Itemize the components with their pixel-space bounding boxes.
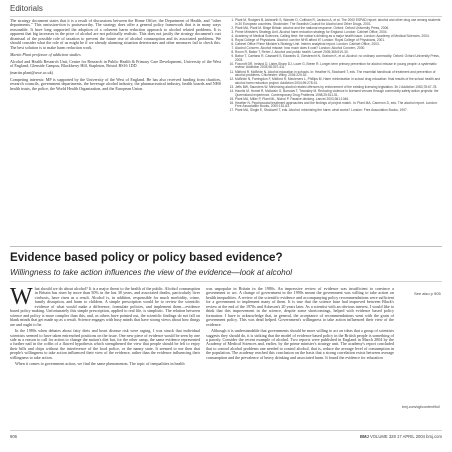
article-paragraph: In the 1980s when debates about fatty diets and heart disease risk were raging, I was struck that individual scientists seemed to have taken entrenched positions on the issue. One new piece of evidence would be seen by one side as a reason to call for action to change the nation's diet but, for the other camp, the same evidence represented a further nail in the coffin of a flawed hypothesis which strengthened the view that people should be left to enjoy their bills and chips without the interference of the food police, or the nanny state. It seemed to me then that people's willingness to take action influenced their view of the evidence, rather than the evidence influencing their willingness to take action. (10, 328, 200, 360)
reference-item: 8. Room R, Babor T, Rehm J. Alcohol and public health. Lancet 2005;365:519-30. (235, 51, 442, 55)
online-link[interactable]: bmj.com/cgi/content/full (402, 405, 440, 409)
competing-interests: Competing interests: MP is supported by the University of the West of England. He has also received funding from charities, research councils, government departments, the beverage alcohol industry, the pharmaceutical industry, health boards and NHS health trusts, the police, the World Health Organization, and the European Union. (10, 76, 221, 91)
article-column-2 (206, 287, 394, 362)
article-title: Evidence based policy or policy based evidence? (10, 251, 283, 264)
reference-item: 13. Jeffs BW, Saunders W. Minimizing alcohol related offences by enforcement of the existing licensing legislation. Br J Addiction 1983;78:67-78. (235, 86, 442, 90)
reference-item: 1. Plant M, Rodgers B, Ashworth S, Wander D, Coltham R, Jackson A, et al. The 2000 ESPAD report: alcohol and other drug use among students in 30 European countries. Stockholm: The Swedish Council for Alcohol and Other Drugs, 2001. (235, 19, 442, 26)
article-paragraph-text: hat should we do about alcohol? It is a major threat to the health of the public. Alcohol consumption in Britain has risen by more than 50% in the last 30 years, and associated deaths, particularly liver cirrhosis, have risen as a result. Alcohol is, in addition, responsible for much morbidity, crime, family disruption, and harm to children. A simple prescription would be to review the scientific evidence of what would make a difference, formulate policies, and implement them—evidence based policy making. Unfortunately this simple prescription, applied to real life, is simplistic. The relation between science and policy is more complex than this, and, as others have pointed out, the scientific findings do not fall on blank minds that get made up as a result. Science engages with busy minds that have strong views about how things are and ought to be. (10, 286, 200, 327)
journal-name: BMJ (359, 434, 369, 439)
drop-cap: W (10, 284, 33, 310)
reference-item: 11. Midford R, McBride N. Alcohol education in schools. In: Heather N, Stockwell T, eds. The essential handbook of treatment and prevention of alcohol problems. Chichester: Wiley, 2004:229-52. (235, 71, 442, 78)
reference-item: 3. Prime Minister's Strategy Unit. Alcohol harm reduction strategy for England. London: Cabinet Office, 2004. (235, 31, 442, 35)
reference-item: 12. McBride N, Farringdon F, Midford R, Meuleners L, Phillips M. Harm minimization in school drug education: final results of the school health and alcohol harm reduction project. Addiction 2004;99:278-91. (235, 78, 442, 85)
page-number: 906 (10, 434, 17, 439)
reference-item: 2. Plant MA, Plant M. Binge Britain: alcohol and the national response. Oxford: Oxford University Press, 2006. (235, 27, 442, 31)
author-email: (martin.plant@uwe.ac.uk) (10, 69, 53, 75)
article-paragraph: was unpopular in Britain in the 1980s. An impressive review of evidence was insufficient to convince a government to act. A change of government in the 1990s meant the government was willing to take action on health inequalities. A review of the scientific evidence and accompanying policy recommendations were sufficient for a government to implement many of them. It is true that the science base had improved between Black's review at the end of the 1970s and Acheson's 20 years later. As a scientist with an obvious interest, I would like to think that this improvement in the science, despite some shortcomings, helped with evidence based policy formation. I have to acknowledge that, in general, the acceptance of recommendations went with the grain of government policy. This was dead helped. Government's willingness to take action influenced their view of the evidence. (206, 286, 394, 327)
article-column-1 (10, 284, 200, 369)
author-affiliation: Alcohol and Health Research Unit, Centre for Research in Public Health & Primary Care Development, University of the West of England, Glenside Campus, Blackberry Hill, Stapleton, Bristol BS16 1DD (10, 58, 221, 69)
reference-item: 14. Hauritz M, Homel R, McIlwain G, Burrows T, Townsley M. Reducing violence in licensed venues through community safety action projects: the Queensland experience. Contemporary Drug Problems 1998;25:511-51. (235, 90, 442, 97)
footer-rule (10, 430, 442, 431)
author-line: Martin Plant professor of addiction studies (10, 52, 81, 58)
reference-item: 10. Foxcroft DR, Ireland D, Lister-Sharp DJ, Lowe G, Breen R. Longer-term primary prevention for alcohol misuse in young people: a systematic review. Addiction 2003;98:397-411. (235, 63, 442, 70)
reference-item: 16. Heather N. Psychosocial treatment approaches and the findings of project match. In: Plant MA, Cameron D, eds. The alcohol report. London: Free Association Books, 2000:151-63. (235, 102, 442, 109)
article-paragraph: Although it is understandable that governments should be more willing to act on ideas that a group of scientists suggests they should do, it is striking that the model of evidence based policy in the British people is something of a parody. Consider the recent example of alcohol. Two reports were published in England in March 2004 by the Academy of Medical Sciences and, earlier, by the prime minister's strategy unit. The academy's report concluded that to control alcohol problems one needed to control alcohol, that is, reduce the average level of consumption in the population. The academy reached this conclusion on the basis that a strong correlation exists between average consumption and the prevalence of heavy drinking and associated harm. It found the evidence for education (206, 328, 394, 360)
reference-item: 9. Babor T, Caetano R, Casswell S, Edwards G, Giesbrecht N, Graham K, et al. Alcohol: no ordinary commodity. Oxford: Oxford University Press, 2003. (235, 55, 442, 62)
references-list (226, 19, 442, 113)
reference-item: 15. Plant MA, Miller P, Plant ML, Nichol P. Passive drinking. Lancet 2003;361:1046. (235, 98, 442, 102)
volume-issue: VOLUME 328 17 APRIL 2004 bmj.com (370, 434, 442, 439)
previous-editorial-paragraph: The strategy document states that it is a result of discussions between the Home Office, the Department of Health, and "other departments." This omission-tion is praiseworthy. The strategy does offer a general policy framework that is in many ways reasonable. It have long supported the adoption of a coherent harm reduction approach to alcohol related problems. It is apparent that big increases in the price of alcohol are not politically realistic. This does not justify the strategy document's curt dismissal of the possible role of taxation to prevent the future rise of alcohol consumption and its associated problems. We should consider what the role of us might be if we already alarming situation deteriorates and other measures fail to check this. The best solution is to make harm reduction work. (10, 18, 221, 50)
reference-item: 17. Plant MA, Single E, Stockwell T, eds. Alcohol: minimising the harm: what works? London: Free Association Books, 1997. (235, 109, 442, 113)
reference-item: 5. Royal College of Physicians. Alcohol: can the NHS afford it? London: Royal College of Physicians, 2001. (235, 39, 442, 43)
reference-item: 4. Academy of Medical Sciences. Calling time: the nation's drinking as a major health issue. London: Academy of Medical Sciences, 2004. (235, 35, 442, 39)
article-paragraph (10, 284, 200, 327)
see-also-note: See also p 905 (414, 291, 441, 296)
previous-editorial-body (10, 19, 221, 93)
journal-issue-line (360, 434, 442, 439)
subtitle-rule (10, 281, 442, 282)
reference-item: 6. Cabinet Office Prime Minister's Strategy Unit. Interim analytical report. London: Cabinet Office, 2003. (235, 43, 442, 47)
section-label: Editorials (10, 4, 43, 13)
article-subtitle: Willingness to take action influences the view of the evidence—look at alcohol (10, 268, 293, 277)
header-rule (10, 16, 442, 17)
article-paragraph: When it comes to government action, we find the same phenomenon. The topic of inequalities in health (15, 361, 185, 367)
reference-item: 7. Alcohol Concern. Alcohol misuse: how much does it cost? London: Alcohol Concern, 2000. (235, 47, 442, 51)
article-separator-rule (10, 246, 442, 247)
